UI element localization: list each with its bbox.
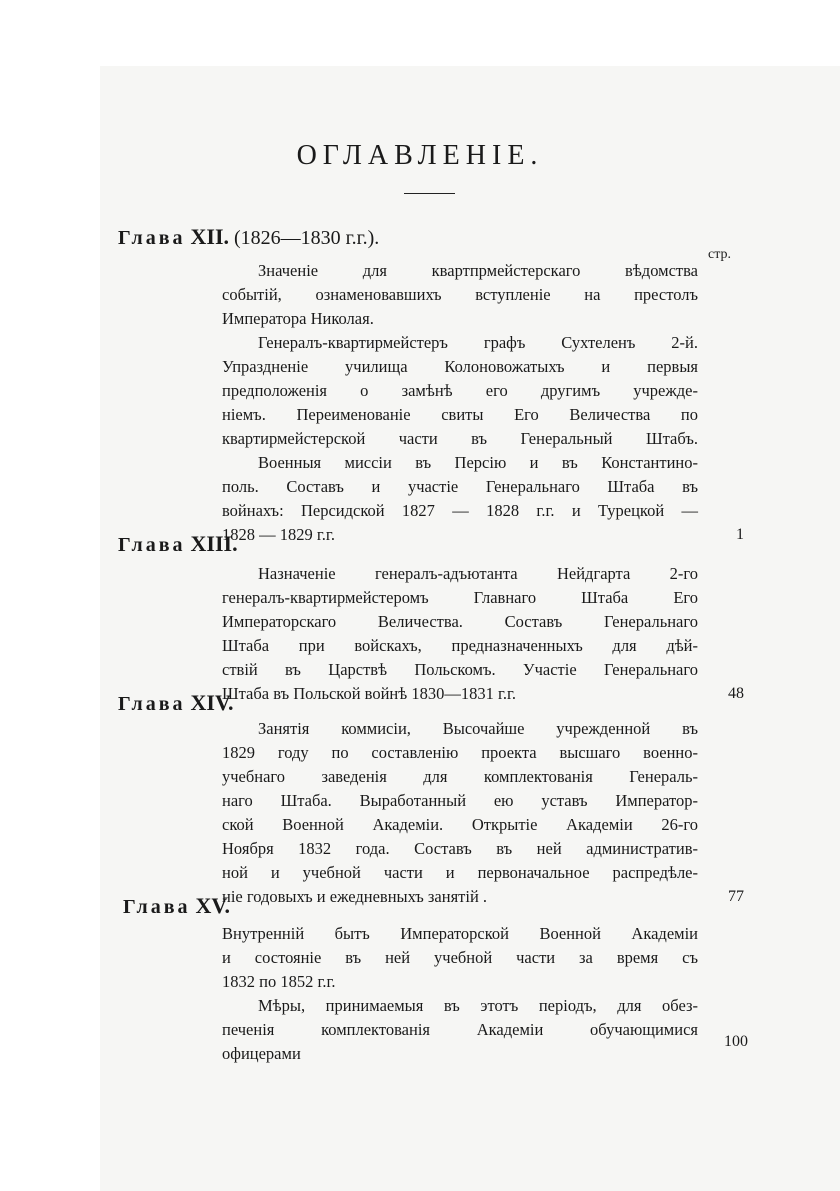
toc-line: ствій въ Царствѣ Польскомъ. Участіе Генеральнаго (222, 660, 698, 679)
toc-line: войнахъ: Персидской 1827 — 1828 г.г. и Турецкой — (222, 501, 698, 520)
toc-line: Занятія коммисіи, Высочайше учрежденной въ (258, 719, 698, 738)
toc-line: Назначеніе генералъ-адъютанта Нейдгарта 2-го (258, 564, 698, 583)
toc-line: Внутренній бытъ Императорской Военной Академіи (222, 924, 698, 943)
chapter-number: XIII. (190, 531, 238, 556)
toc-line: Штаба при войскахъ, предназначенныхъ для дѣй- (222, 636, 698, 655)
toc-line: ной и учебной части и первоначальное распредѣле- (222, 863, 698, 882)
page-number: 1 (736, 526, 744, 543)
toc-line: ской Военной Академіи. Открытіе Академіи 26-го (222, 815, 698, 834)
toc-line: Упраздненіе училища Колоновожатыхъ и первыя (222, 357, 698, 376)
toc-line: наго Штаба. Выработанный ею уставъ Император- (222, 791, 698, 810)
toc-line: Значеніе для квартпрмейстерскаго вѣдомства (258, 261, 698, 280)
chapter-dates: (1826—1830 г.г.). (234, 227, 380, 249)
toc-line: печенія комплектованія Академіи обучающимися (222, 1020, 698, 1039)
chapter-number: XV. (195, 893, 230, 918)
title-divider (404, 193, 455, 194)
toc-line: 1832 по 1852 г.г. (222, 972, 336, 991)
toc-line: и состояніе въ ней учебной части за время съ (222, 948, 698, 967)
toc-line: офицерами (222, 1044, 301, 1063)
page-number: 77 (728, 888, 744, 905)
toc-line: 1829 году по составленію проекта высшаго военно- (222, 743, 698, 762)
toc-line: Императора Николая. (222, 309, 374, 328)
toc-line: 1828 — 1829 г.г. (222, 525, 335, 544)
chapter-heading (118, 690, 234, 716)
chapter-label: Глава (118, 227, 186, 249)
page-number: 100 (724, 1033, 748, 1050)
toc-line: генералъ-квартирмейстеромъ Главнаго Штаба Его (222, 588, 698, 607)
chapter-label: Глава (123, 896, 191, 918)
page-number: 48 (728, 685, 744, 702)
toc-line: поль. Составъ и участіе Генеральнаго Штаба въ (222, 477, 698, 496)
chapter-heading (123, 893, 230, 919)
chapter-heading (118, 224, 379, 250)
toc-line: предположенія о замѣнѣ его другимъ учрежде- (222, 381, 698, 400)
toc-line: Мѣры, принимаемыя въ этотъ періодъ, для обез- (258, 996, 698, 1015)
toc-line: квартирмейстерской части въ Генеральный Штабъ. (222, 429, 698, 448)
toc-line: Генералъ-квартирмейстеръ графъ Сухтеленъ 2-й. (258, 333, 698, 352)
toc-line: Императорскаго Величества. Составъ Генеральнаго (222, 612, 698, 631)
chapter-number: XIV. (190, 690, 234, 715)
chapter-number: XII. (190, 224, 230, 249)
toc-line: ніемъ. Переименованіе свиты Его Величества по (222, 405, 698, 424)
toc-line: Штаба въ Польской войнѣ 1830—1831 г.г. (222, 684, 517, 703)
toc-line: событій, ознаменовавшихъ вступленіе на престолъ (222, 285, 698, 304)
page-title: ОГЛАВЛЕНІЕ. (296, 140, 544, 171)
page-column-label: стр. (708, 247, 732, 262)
toc-line: учебнаго заведенія для комплектованія Генераль- (222, 767, 698, 786)
toc-line: ніе годовыхъ и ежедневныхъ занятій . (222, 887, 488, 906)
toc-line: Ноября 1832 года. Составъ въ ней административ- (222, 839, 698, 858)
toc-line: Военныя миссіи въ Персію и въ Константино- (258, 453, 698, 472)
chapter-label: Глава (118, 693, 186, 715)
chapter-heading (118, 531, 238, 557)
chapter-label: Глава (118, 534, 186, 556)
